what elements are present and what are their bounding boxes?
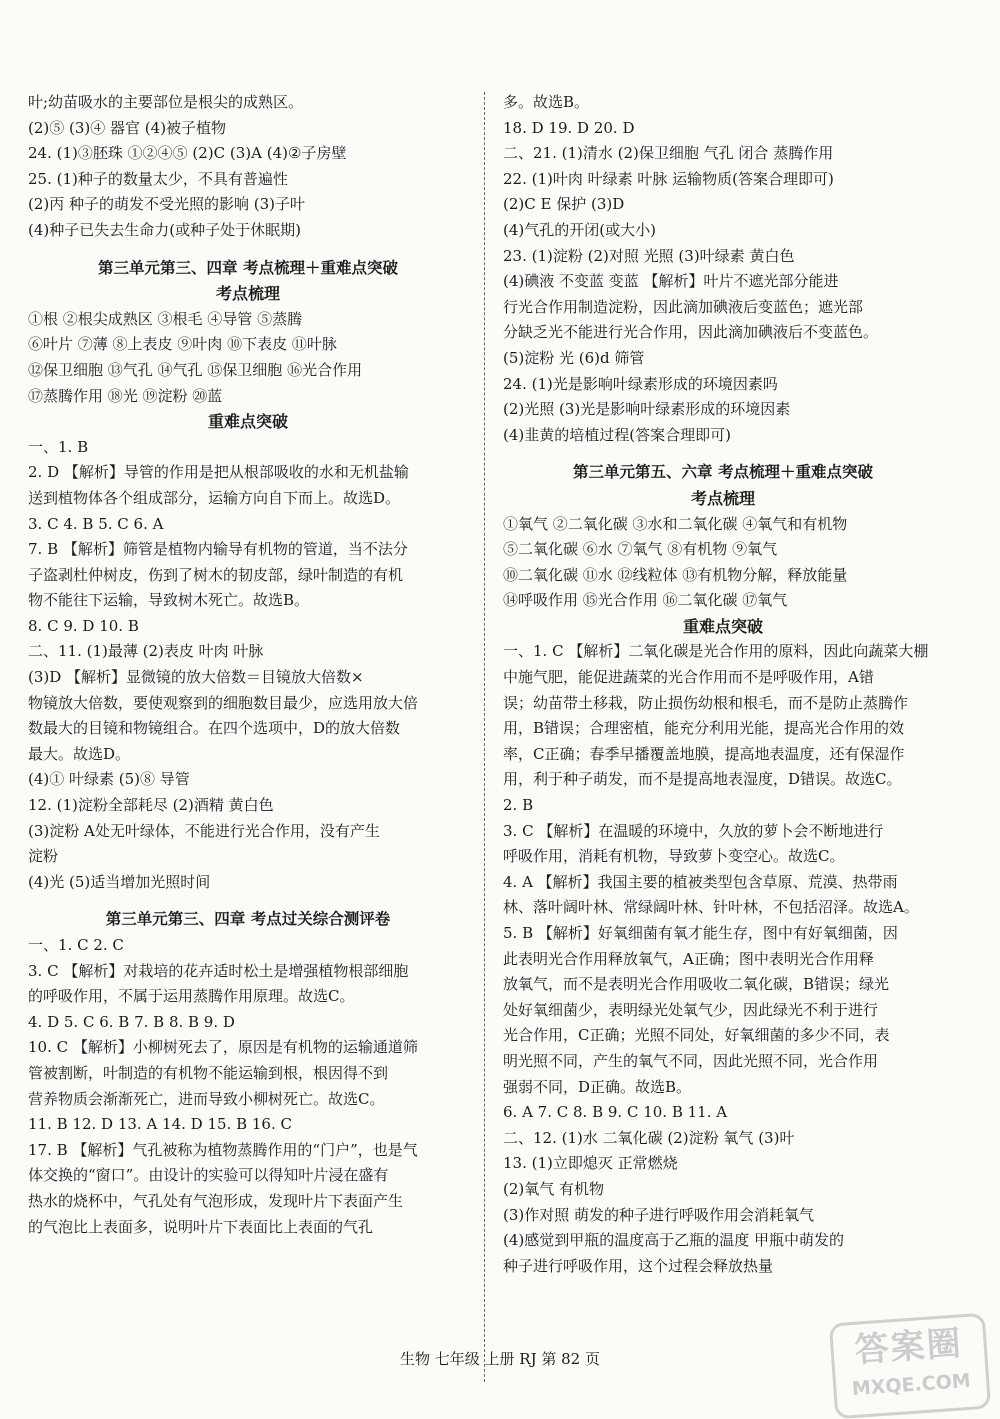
answer-line: 用，B错误；合理密植，能充分利用光能，提高光合作用的效 xyxy=(503,719,905,738)
answer-line: 种子进行呼吸作用，这个过程会释放热量 xyxy=(503,1256,774,1275)
answer-line: 林、落叶阔叶林、常绿阔叶林、针叶林，不包括沼泽。故选A。 xyxy=(503,898,919,917)
answer-line: 7. B 【解析】筛管是植物内输导有机物的管道，当不法分 xyxy=(28,540,408,559)
spacer xyxy=(503,448,943,460)
answer-line: (2)光照 (3)光是影响叶绿素形成的环境因素 xyxy=(503,400,791,419)
answer-line: (4)感觉到甲瓶的温度高于乙瓶的温度 甲瓶中萌发的 xyxy=(503,1231,845,1250)
answer-line: 叶;幼苗吸水的主要部位是根尖的成熟区。 xyxy=(28,93,304,111)
answer-line: (4)光 (5)适当增加光照时间 xyxy=(28,872,211,891)
answer-line: 2. D 【解析】导管的作用是把从根部吸收的水和无机盐输 xyxy=(28,463,409,482)
answer-line: 4. D 5. C 6. B 7. B 8. B 9. D xyxy=(28,1012,235,1031)
answer-line: 25. (1)种子的数量太少，不具有普遍性 xyxy=(28,169,288,188)
answer-line: 中施气肥，能促进蔬菜的光合作用而不是呼吸作用，A错 xyxy=(503,668,874,687)
answer-line: 处好氧细菌少，表明绿光处氧气少，因此绿光不利于进行 xyxy=(503,1000,879,1019)
answer-line: 分缺乏光不能进行光合作用，因此滴加碘液后不变蓝色。 xyxy=(503,323,879,342)
answer-line: ⑥叶片 ⑦薄 ⑧上表皮 ⑨叶肉 ⑩下表皮 ⑪叶脉 xyxy=(28,335,337,354)
section-heading: 第三单元第五、六章 考点梳理＋重难点突破 xyxy=(573,463,873,482)
answer-line: 17. B 【解析】气孔被称为植物蒸腾作用的“门户”，也是气 xyxy=(28,1140,418,1159)
answer-line: 率，C正确；春季早播覆盖地膜，提高地表温度，还有保湿作 xyxy=(503,744,905,763)
answer-line: 的气泡比上表面多，说明叶片下表面比上表面的气孔 xyxy=(28,1217,374,1236)
answer-line: 12. (1)淀粉全部耗尽 (2)酒精 黄白色 xyxy=(28,796,274,815)
section-heading: 第三单元第三、四章 考点过关综合测评卷 xyxy=(105,910,391,929)
answer-line: 子盗剥杜仲树皮，伤到了树木的韧皮部，绿叶制造的有机 xyxy=(28,565,404,584)
answer-line: 淀粉 xyxy=(28,847,59,866)
answer-line: (4)气孔的开闭(或大小) xyxy=(503,220,656,239)
answer-line: 二、12. (1)水 二氧化碳 (2)淀粉 氧气 (3)叶 xyxy=(503,1128,795,1147)
answer-line: 18. D 19. D 20. D xyxy=(503,118,635,137)
answer-line: 3. C 4. B 5. C 6. A xyxy=(28,514,164,533)
answer-line: 10. C 【解析】小柳树死去了，原因是有机物的运输通道筛 xyxy=(28,1038,418,1057)
answer-line: 营养物质会渐渐死亡，进而导致小柳树死亡。故选C。 xyxy=(28,1089,385,1108)
answer-line: 3. C 【解析】在温暖的环境中，久放的萝卜会不断地进行 xyxy=(503,821,884,840)
page-footer: 生物 七年级 上册 RJ 第 82 页 xyxy=(399,1350,600,1368)
section-subheading: 考点梳理 xyxy=(215,284,280,304)
answer-line: 用，利于种子萌发，而不是提高地表湿度，D错误。故选C。 xyxy=(503,770,902,789)
answer-line: 24. (1)光是影响叶绿素形成的环境因素吗 xyxy=(503,374,778,393)
column-divider xyxy=(484,92,485,1382)
answer-line: 数最大的目镜和物镜组合。在四个选项中，D的放大倍数 xyxy=(28,719,401,738)
answer-line: 4. A 【解析】我国主要的植被类型包含草原、荒漠、热带雨 xyxy=(503,872,898,891)
answer-line: 一、1. C 【解析】二氧化碳是光合作用的原料，因此向蔬菜大棚 xyxy=(503,642,929,661)
answer-line: (2)氧气 有机物 xyxy=(503,1179,605,1198)
answer-line: (3)作对照 萌发的种子进行呼吸作用会消耗氧气 xyxy=(503,1205,815,1224)
answer-line: ⑭呼吸作用 ⑮光合作用 ⑯二氧化碳 ⑰氧气 xyxy=(503,591,788,610)
answer-line: 行光合作用制造淀粉，因此滴加碘液后变蓝色；遮光部 xyxy=(503,297,864,316)
section-heading: 第三单元第三、四章 考点梳理＋重难点突破 xyxy=(98,258,398,277)
answer-line: (4)韭黄的培植过程(答案合理即可) xyxy=(503,425,731,444)
answer-line: 误；幼苗带土移栽，防止损伤幼根和根毛，而不是防止蒸腾作 xyxy=(503,693,909,712)
answer-line: 最大。故选D。 xyxy=(28,744,131,763)
answer-line: ⑫保卫细胞 ⑬气孔 ⑭气孔 ⑮保卫细胞 ⑯光合作用 xyxy=(28,360,363,379)
spacer xyxy=(28,244,468,256)
answer-line: ⑩二氧化碳 ⑪水 ⑫线粒体 ⑬有机物分解，释放能量 xyxy=(503,565,848,584)
answer-line: 呼吸作用，消耗有机物，导致萝卜变空心。故选C。 xyxy=(503,847,845,866)
answer-line: 热水的烧杯中，气孔处有气泡形成，发现叶片下表面产生 xyxy=(28,1191,404,1210)
right-column xyxy=(503,90,943,1279)
answer-line: 6. A 7. C 8. B 9. C 10. B 11. A xyxy=(503,1103,728,1122)
answer-line: 8. C 9. D 10. B xyxy=(28,616,139,635)
answer-line: 二、21. (1)清水 (2)保卫细胞 气孔 闭合 蒸腾作用 xyxy=(503,144,834,163)
answer-line: 一、1. B xyxy=(28,437,89,456)
answer-line: 24. (1)③胚珠 ①②④⑤ (2)C (3)A (4)②子房壁 xyxy=(28,144,347,163)
answer-line: 一、1. C 2. C xyxy=(28,936,124,954)
answer-line: 光合作用，C正确；光照不同处，好氧细菌的多少不同，表 xyxy=(503,1026,890,1045)
answer-line: 11. B 12. D 13. A 14. D 15. B 16. C xyxy=(28,1115,292,1134)
answer-line: 2. B xyxy=(503,796,534,815)
answer-line: ①根 ②根尖成熟区 ③根毛 ④导管 ⑤蒸腾 xyxy=(28,309,303,328)
answer-line: 此表明光合作用释放氧气，A正确；图中表明光合作用释 xyxy=(503,949,874,968)
answer-line: (3)淀粉 A处无叶绿体，不能进行光合作用，没有产生 xyxy=(28,821,380,840)
answer-line: 的呼吸作用，不属于运用蒸腾作用原理。故选C。 xyxy=(28,987,355,1006)
answer-line: (2)⑤ (3)④ 器官 (4)被子植物 xyxy=(28,118,227,137)
answer-line: 23. (1)淀粉 (2)对照 光照 (3)叶绿素 黄白色 xyxy=(503,246,795,265)
answer-line: (3)D 【解析】显微镜的放大倍数＝目镜放大倍数× xyxy=(28,668,364,687)
spacer xyxy=(28,895,468,907)
answer-line: (4)种子已失去生命力(或种子处于休眠期) xyxy=(28,220,301,239)
section-subheading: 重难点突破 xyxy=(207,412,288,432)
answer-line: 体交换的“窗口”。由设计的实验可以得知叶片浸在盛有 xyxy=(28,1166,389,1185)
answer-line: ⑰蒸腾作用 ⑱光 ⑲淀粉 ⑳蓝 xyxy=(28,386,223,405)
watermark-url: MXQE.COM xyxy=(851,1369,972,1401)
answer-line: (2)C E 保护 (3)D xyxy=(503,195,625,214)
answer-line: 3. C 【解析】对栽培的花卉适时松土是增强植物根部细胞 xyxy=(28,961,409,980)
answer-line: 送到植物体各个组成部分，运输方向自下而上。故选D。 xyxy=(28,488,401,507)
answer-line: 强弱不同，D正确。故选B。 xyxy=(503,1077,692,1096)
answer-line: ⑤二氧化碳 ⑥水 ⑦氧气 ⑧有机物 ⑨氧气 xyxy=(503,540,778,559)
answer-line: 5. B 【解析】好氧细菌有氧才能生存，图中有好氧细菌，因 xyxy=(503,924,898,942)
answer-line: 放氧气，而不是表明光合作用吸收二氧化碳，B错误；绿光 xyxy=(503,975,890,994)
section-subheading: 考点梳理 xyxy=(690,488,755,508)
answer-line: 13. (1)立即熄灭 正常燃烧 xyxy=(503,1154,678,1173)
answer-line: 明光照不同，产生的氧气不同，因此光照不同，光合作用 xyxy=(503,1051,879,1070)
answer-line: 22. (1)叶肉 叶绿素 叶脉 运输物质(答案合理即可) xyxy=(503,169,834,188)
answer-line: 多。故选B。 xyxy=(503,93,590,111)
left-column xyxy=(28,90,468,1240)
answer-line: ①氧气 ②二氧化碳 ③水和二氧化碳 ④氧气和有机物 xyxy=(503,514,848,533)
watermark-logo-text: 答案圈 xyxy=(853,1323,964,1371)
answer-line: 物不能往下运输，导致树木死亡。故选B。 xyxy=(28,591,310,610)
section-subheading: 重难点突破 xyxy=(682,616,763,636)
answer-line: 物镜放大倍数，要使观察到的细胞数目最少，应选用放大倍 xyxy=(28,693,419,712)
watermark-stamp xyxy=(829,1313,991,1419)
answer-line: 管被割断，叶制造的有机物不能运输到根，根因得不到 xyxy=(28,1063,389,1082)
answer-line: (4)碘液 不变蓝 变蓝 【解析】叶片不遮光部分能进 xyxy=(503,272,839,291)
answer-line: (4)① 叶绿素 (5)⑧ 导管 xyxy=(28,770,190,789)
answer-line: (5)淀粉 光 (6)d 筛管 xyxy=(503,348,645,367)
answer-line: (2)丙 种子的萌发不受光照的影响 (3)子叶 xyxy=(28,195,306,214)
answer-line: 二、11. (1)最薄 (2)表皮 叶肉 叶脉 xyxy=(28,642,264,661)
